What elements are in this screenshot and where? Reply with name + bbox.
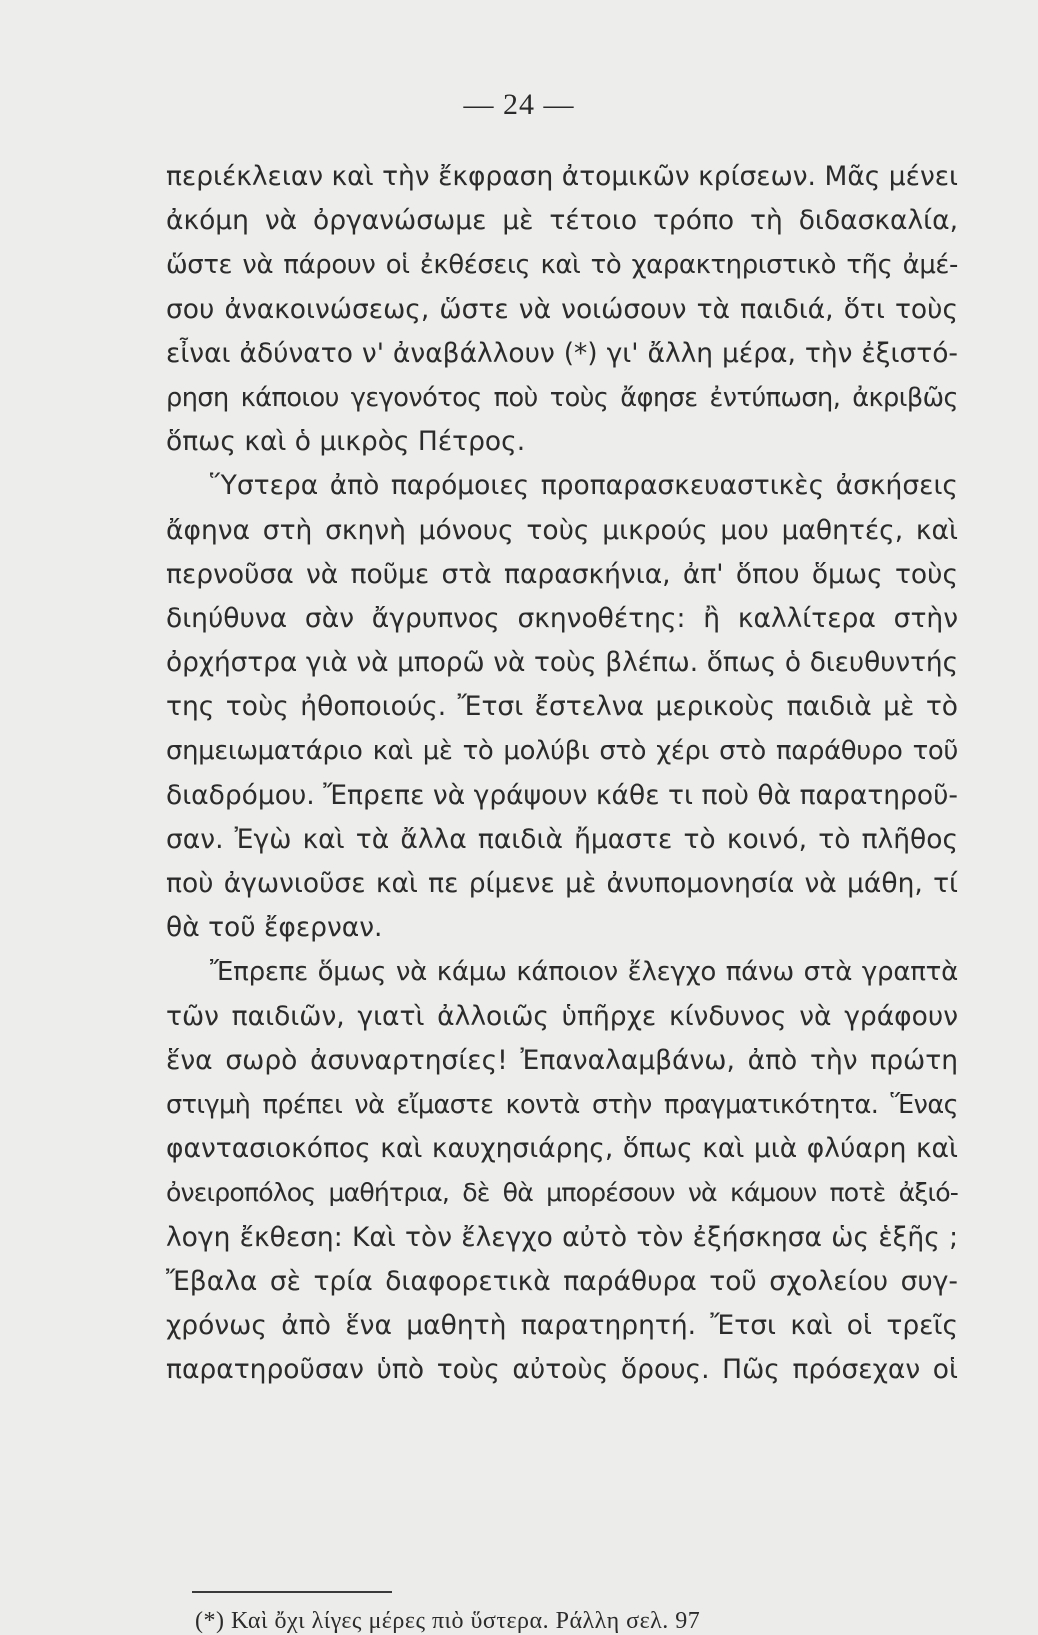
text-line: Ἔβαλα σὲ τρία διαφορετικὰ παράθυρα τοῦ σχολείου συγ-	[166, 1265, 958, 1297]
text-line: σημειωματάριο καὶ μὲ τὸ μολύβι στὸ χέρι στὸ παράθυρο τοῦ	[166, 736, 958, 767]
text-line: χρόνως ἀπὸ ἕνα μαθητὴ παρατηρητή. Ἔτσι καὶ οἱ τρεῖς	[166, 1309, 958, 1341]
text-line: εἶναι ἀδύνατο ν' ἀναβάλλουν (*) γι' ἄλλη μέρα, τὴν ἐξιστό-	[166, 337, 958, 369]
text-line: παρατηροῦσαν ὑπὸ τοὺς αὐτοὺς ὅρους. Πῶς πρόσεχαν οἱ	[166, 1354, 958, 1386]
page-number: — 24 —	[463, 88, 575, 121]
text-line: φαντασιοκόπος καὶ καυχησιάρης, ὅπως καὶ μιὰ φλύαρη καὶ	[166, 1133, 958, 1165]
text-line: ρηση κάποιου γεγονότος ποὺ τοὺς ἄφησε ἐντύπωση, ἀκριβῶς	[166, 382, 958, 413]
text-line: διαδρόμου. Ἔπρεπε νὰ γράψουν κάθε τι ποὺ θὰ παρατηροῦ-	[166, 779, 958, 811]
footnote-separator	[192, 1591, 392, 1593]
text-line: λογη ἔκθεση: Καὶ τὸν ἔλεγχο αὐτὸ τὸν ἐξήσκησα ὡς ἑξῆς ;	[166, 1221, 958, 1253]
text-line: της τοὺς ἠθοποιούς. Ἔτσι ἔστελνα μερικοὺς παιδιὰ μὲ τὸ	[166, 691, 958, 723]
text-line: περνοῦσα νὰ ποῦμε στὰ παρασκήνια, ἀπ' ὅπου ὅμως τοὺς	[166, 558, 958, 590]
text-line: στιγμὴ πρέπει νὰ εἴμαστε κοντὰ στὴν πραγματικότητα. Ἕνας	[166, 1089, 958, 1120]
body-text	[166, 155, 958, 1392]
text-line: περιέκλειαν καὶ τὴν ἔκφραση ἀτομικῶν κρίσεων. Μᾶς μένει	[166, 161, 958, 192]
text-line: ὀνειροπόλος μαθήτρια, δὲ θὰ μπορέσουν νὰ κάμουν ποτὲ ἀξιό-	[166, 1178, 958, 1208]
text-line: ποὺ ἀγωνιοῦσε καὶ πε ρίμενε μὲ ἀνυπομονησία νὰ μάθη, τί	[166, 868, 958, 899]
text-line: σαν. Ἐγὼ καὶ τὰ ἄλλα παιδιὰ ἤμαστε τὸ κοινό, τὸ πλῆθος	[166, 823, 958, 855]
text-line: ὀρχήστρα γιὰ νὰ μπορῶ νὰ τοὺς βλέπω. ὅπως ὁ διευθυντής	[166, 647, 958, 679]
footnote: (*) Καὶ ὄχι λίγες μέρες πιὸ ὕστερα. Ράλλη σελ. 97	[195, 1608, 701, 1634]
text-line: Ἔπρεπε ὅμως νὰ κάμω κάποιον ἔλεγχο πάνω στὰ γραπτὰ	[210, 957, 958, 988]
text-line: διηύθυνα σὰν ἄγρυπνος σκηνοθέτης: ἢ καλλίτερα στὴν	[166, 602, 958, 634]
text-line: τῶν παιδιῶν, γιατὶ ἀλλοιῶς ὑπῆρχε κίνδυνος νὰ γράφουν	[166, 1000, 958, 1032]
text-line: ἀκόμη νὰ ὀργανώσωμε μὲ τέτοιο τρόπο τὴ διδασκαλία,	[166, 205, 958, 237]
text-line: ἄφηνα στὴ σκηνὴ μόνους τοὺς μικρούς μου μαθητές, καὶ	[166, 514, 958, 546]
text-line: ἕνα σωρὸ ἀσυναρτησίες! Ἐπαναλαμβάνω, ἀπὸ τὴν πρώτη	[166, 1044, 958, 1076]
text-line: ὥστε νὰ πάρουν οἱ ἐκθέσεις καὶ τὸ χαρακτηριστικὸ τῆς ἀμέ-	[166, 250, 958, 281]
text-line: Ὕστερα ἀπὸ παρόμοιες προπαρασκευαστικὲς ἀσκήσεις	[210, 470, 958, 502]
text-line: θὰ τοῦ ἔφερναν.	[166, 912, 383, 944]
text-line: ὅπως καὶ ὁ μικρὸς Πέτρος.	[166, 426, 526, 458]
text-line: σου ἀνακοινώσεως, ὥστε νὰ νοιώσουν τὰ παιδιά, ὅτι τοὺς	[166, 293, 958, 325]
